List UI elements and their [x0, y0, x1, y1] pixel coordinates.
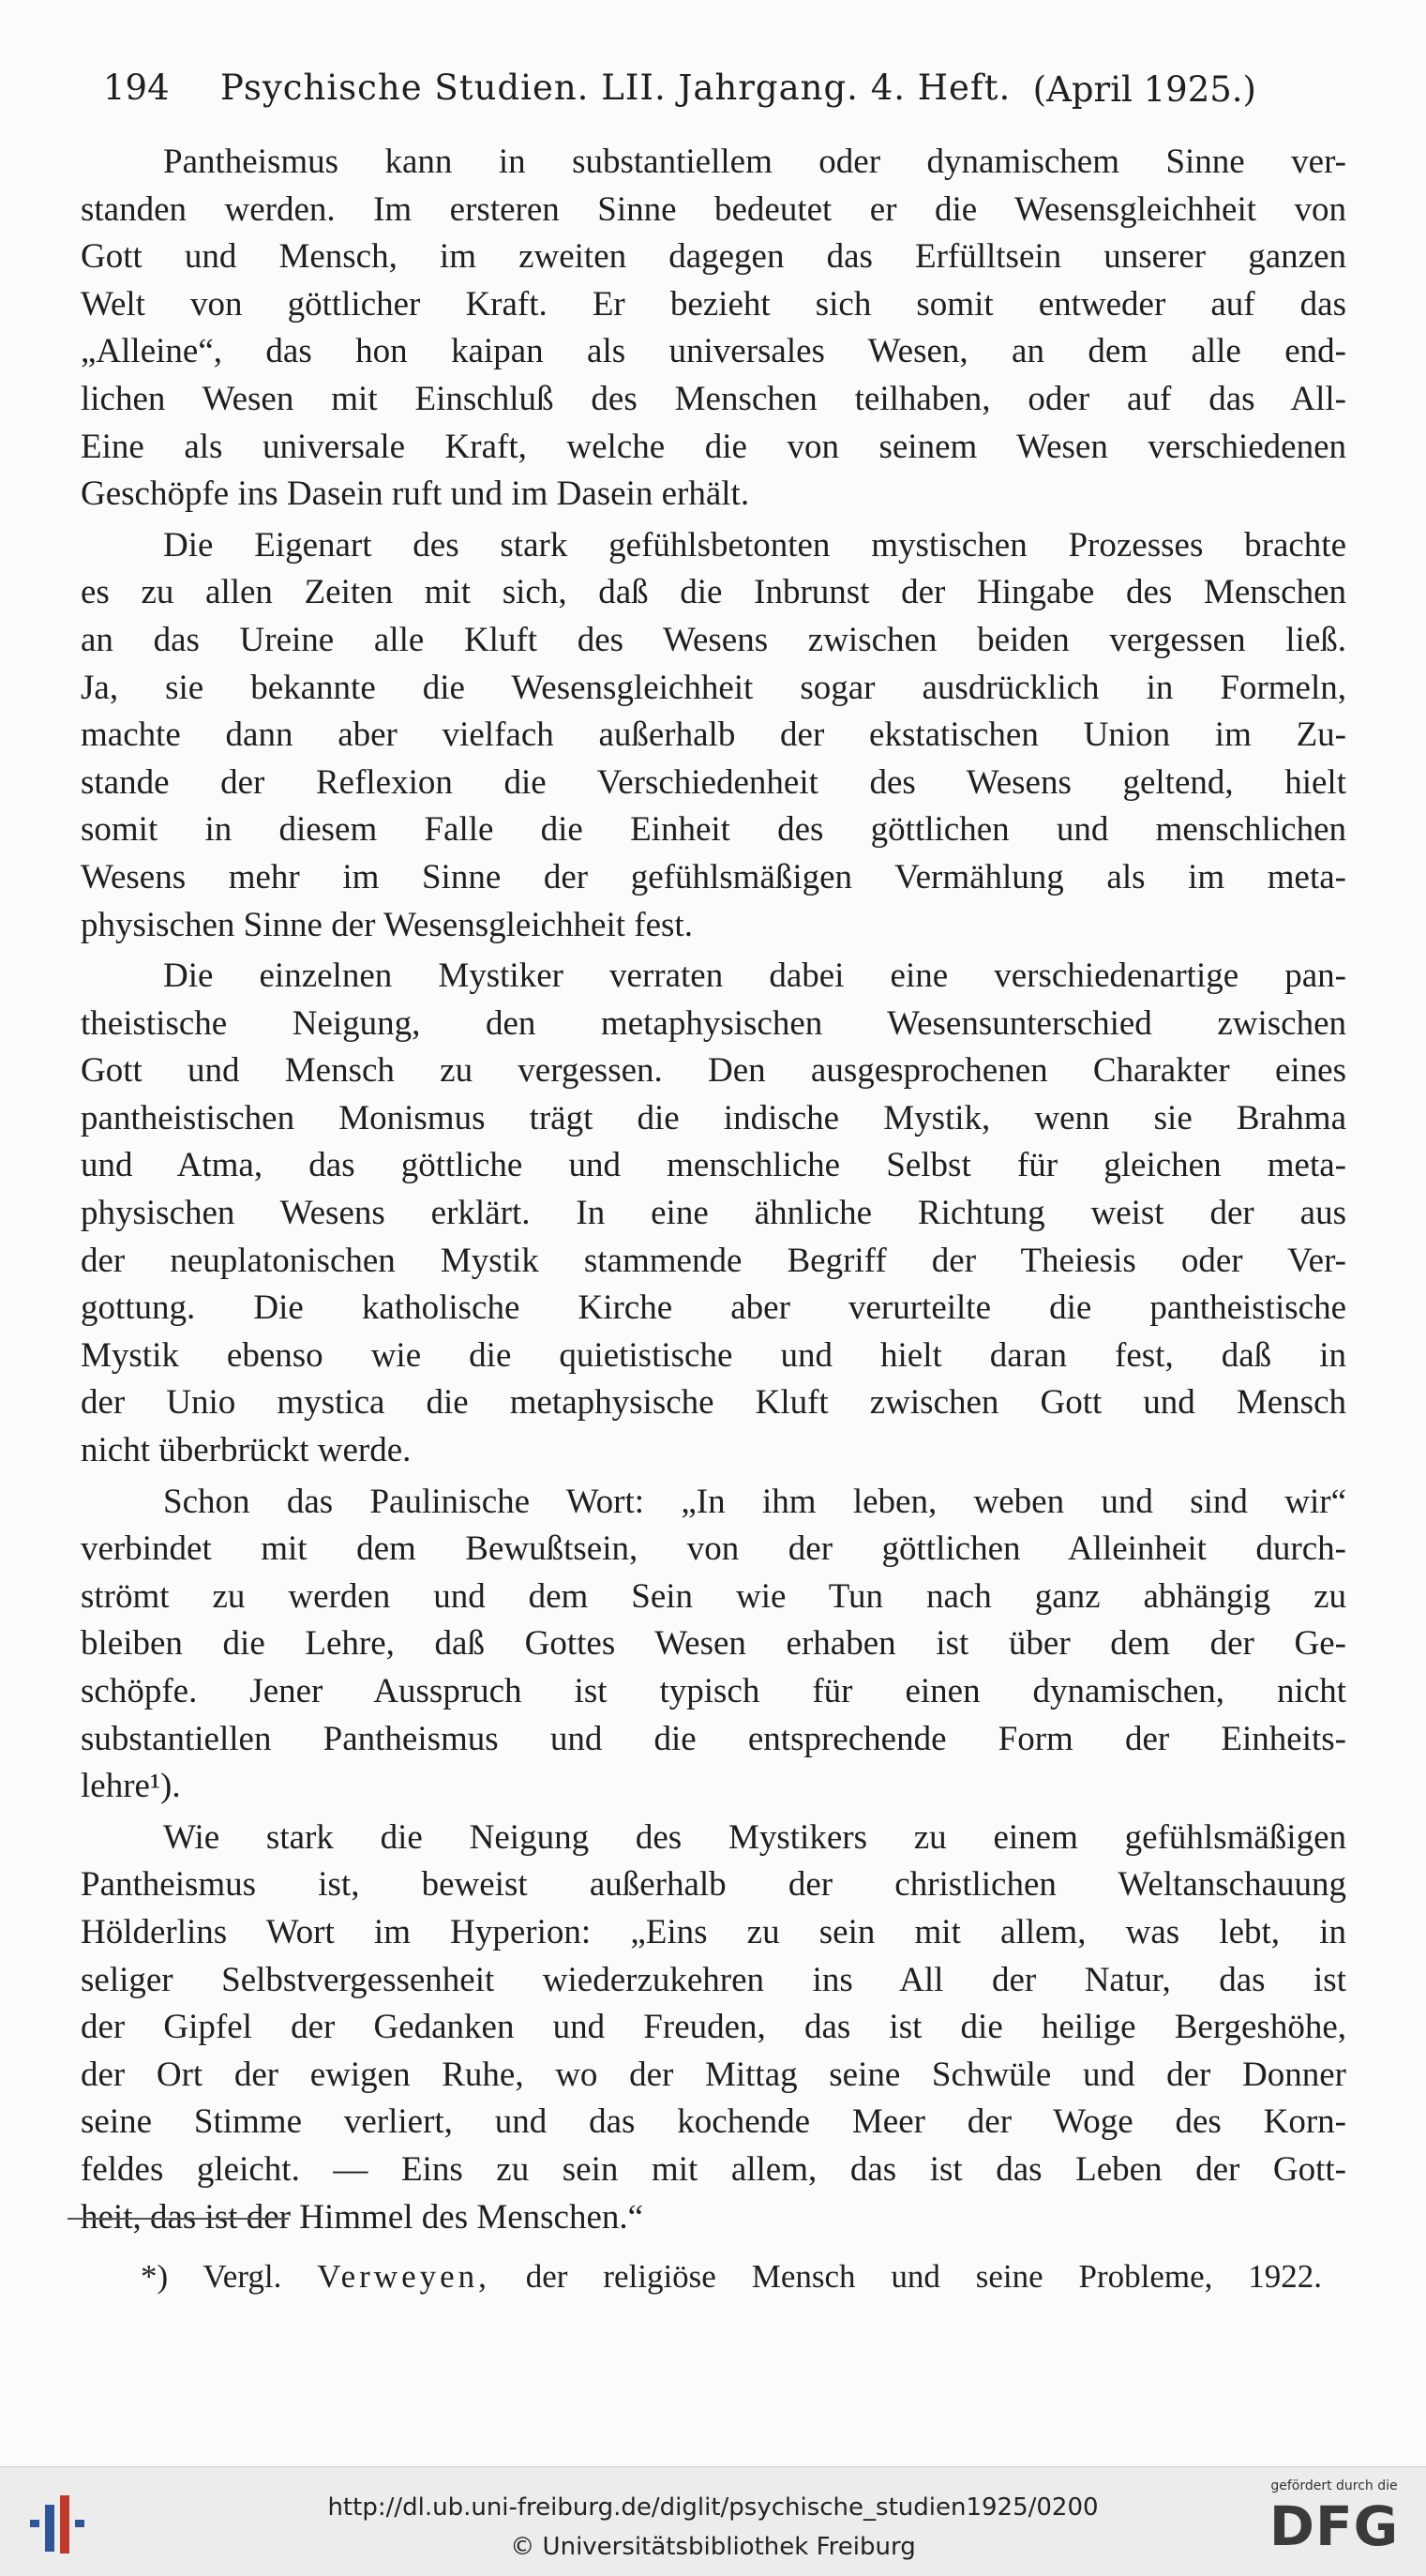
text-line: Schon das Paulinische Wort: „In ihm leben, weben und sind wir“ [163, 1482, 1346, 1521]
text-line: gottung. Die katholische Kirche aber verurteilte die pantheistische [81, 1288, 1346, 1328]
text-line: Die einzelnen Mystiker verraten dabei eine verschiedenartige pan- [163, 957, 1346, 996]
body-text [81, 139, 1346, 2245]
footnote-text: der religiöse Mensch und seine Probleme, 1922. [525, 2258, 1323, 2295]
text-line: Welt von göttlicher Kraft. Er bezieht sich somit entweder auf das [81, 284, 1346, 324]
text-line: Mystik ebenso wie die quietistische und hielt daran fest, daß in [81, 1335, 1346, 1375]
text-line: strömt zu werden und dem Sein wie Tun nach ganz abhängig zu [81, 1576, 1346, 1616]
text-line: seine Stimme verliert, und das kochende Meer der Woge des Korn- [81, 2102, 1346, 2142]
text-line: es zu allen Zeiten mit sich, daß die Inbrunst der Hingabe des Menschen [81, 573, 1346, 612]
paragraph [81, 953, 1346, 1475]
text-line: theistische Neigung, den metaphysischen Wesensunterschied zwischen [81, 1003, 1346, 1043]
dfg-funded-label: gefördert durch die [1270, 2478, 1398, 2493]
dfg-logo-text: DFG [1268, 2494, 1400, 2558]
text-line: bleiben die Lehre, daß Gottes Wesen erhaben ist über dem der Ge- [81, 1624, 1346, 1664]
copyright-text: © Universitätsbibliothek Freiburg [510, 2533, 916, 2561]
source-url-link[interactable]: http://dl.ub.uni-freiburg.de/diglit/psychische_studien1925/0200 [327, 2493, 1099, 2522]
paragraph [81, 139, 1346, 519]
text-line: standen werden. Im ersteren Sinne bedeutet er die Wesensgleichheit von [81, 189, 1346, 229]
footnote-rule [68, 2218, 289, 2220]
issue-date: (April 1925.) [1032, 69, 1256, 110]
text-line: und Atma, das göttliche und menschliche Selbst für gleichen meta- [81, 1146, 1346, 1185]
text-line: lehre¹). [81, 1767, 181, 1806]
text-line: nicht überbrückt werde. [81, 1431, 412, 1470]
journal-title: Psychische Studien. LII. Jahrgang. 4. Heft. [220, 68, 1012, 108]
footnote-marker: *) Vergl. [141, 2258, 282, 2295]
text-line: physischen Wesens erklärt. In eine ähnliche Richtung weist der aus [81, 1194, 1346, 1233]
text-line: machte dann aber vielfach außerhalb der ekstatischen Union im Zu- [81, 716, 1346, 755]
text-line: feldes gleicht. — Eins zu sein mit allem, das ist das Leben der Gott- [81, 2149, 1346, 2189]
text-line: pantheistischen Monismus trägt die indische Mystik, wenn sie Brahma [81, 1098, 1346, 1137]
footnote [141, 2258, 1322, 2296]
text-line: substantiellen Pantheismus und die entsprechende Form der Einheits- [81, 1719, 1346, 1758]
text-line: seliger Selbstvergessenheit wiederzukehren ins All der Natur, das ist [81, 1960, 1346, 1999]
text-line: physischen Sinne der Wesensgleichheit fest. [81, 905, 693, 944]
text-line: verbindet mit dem Bewußtsein, von der göttlichen Alleinheit durch- [81, 1529, 1346, 1569]
text-line: Wie stark die Neigung des Mystikers zu einem gefühlsmäßigen [163, 1817, 1346, 1857]
text-line: Pantheismus kann in substantiellem oder dynamischem Sinne ver- [163, 143, 1346, 181]
text-line: Pantheismus ist, beweist außerhalb der christlichen Weltanschauung [81, 1865, 1346, 1905]
text-line: stande der Reflexion die Verschiedenheit des Wesens geltend, hielt [81, 762, 1346, 802]
text-line: an das Ureine alle Kluft des Wesens zwischen beiden vergessen ließ. [81, 620, 1346, 659]
text-line: Eine als universale Kraft, welche die von seinem Wesen verschiedenen [81, 427, 1346, 466]
viewer-footer [0, 2466, 1426, 2576]
page-number: 194 [103, 68, 170, 108]
running-header [103, 68, 1256, 124]
dfg-logo [1259, 2478, 1409, 2568]
text-line: „Alleine“, das hon kaipan als universales Wesen, an dem alle end- [81, 332, 1346, 371]
text-line: Hölderlins Wort im Hyperion: „Eins zu sein mit allem, was lebt, in [81, 1912, 1346, 1951]
paragraph [81, 522, 1346, 949]
text-line: der Gipfel der Gedanken und Freuden, das ist die heilige Bergeshöhe, [81, 2008, 1346, 2047]
footnote-author: Verweyen, [317, 2258, 490, 2295]
text-line: schöpfe. Jener Ausspruch ist typisch für einen dynamischen, nicht [81, 1672, 1346, 1710]
text-line: heit, das ist der Himmel des Menschen.“ [81, 2197, 644, 2237]
text-line: der neuplatonischen Mystik stammende Begriff der Theiesis oder Ver- [81, 1241, 1346, 1280]
text-line: Geschöpfe ins Dasein ruft und im Dasein erhält. [81, 475, 750, 514]
text-line: Wesens mehr im Sinne der gefühlsmäßigen Vermählung als im meta- [81, 857, 1346, 896]
paragraph [81, 1815, 1346, 2241]
text-line: der Ort der ewigen Ruhe, wo der Mittag seine Schwüle und der Donner [81, 2055, 1346, 2094]
text-line: der Unio mystica die metaphysische Kluft zwischen Gott und Mensch [81, 1383, 1346, 1423]
text-line: Gott und Mensch zu vergessen. Den ausgesprochenen Charakter eines [81, 1051, 1346, 1091]
text-line: Ja, sie bekannte die Wesensgleichheit sogar ausdrücklich in Formeln, [81, 668, 1346, 707]
paragraph [81, 1479, 1346, 1811]
text-line: Die Eigenart des stark gefühlsbetonten mystischen Prozesses brachte [163, 525, 1346, 565]
text-line: lichen Wesen mit Einschluß des Menschen teilhaben, oder auf das All- [81, 379, 1346, 418]
text-line: Gott und Mensch, im zweiten dagegen das Erfülltsein unserer ganzen [81, 237, 1346, 277]
text-line: somit in diesem Falle die Einheit des göttlichen und menschlichen [81, 810, 1346, 850]
